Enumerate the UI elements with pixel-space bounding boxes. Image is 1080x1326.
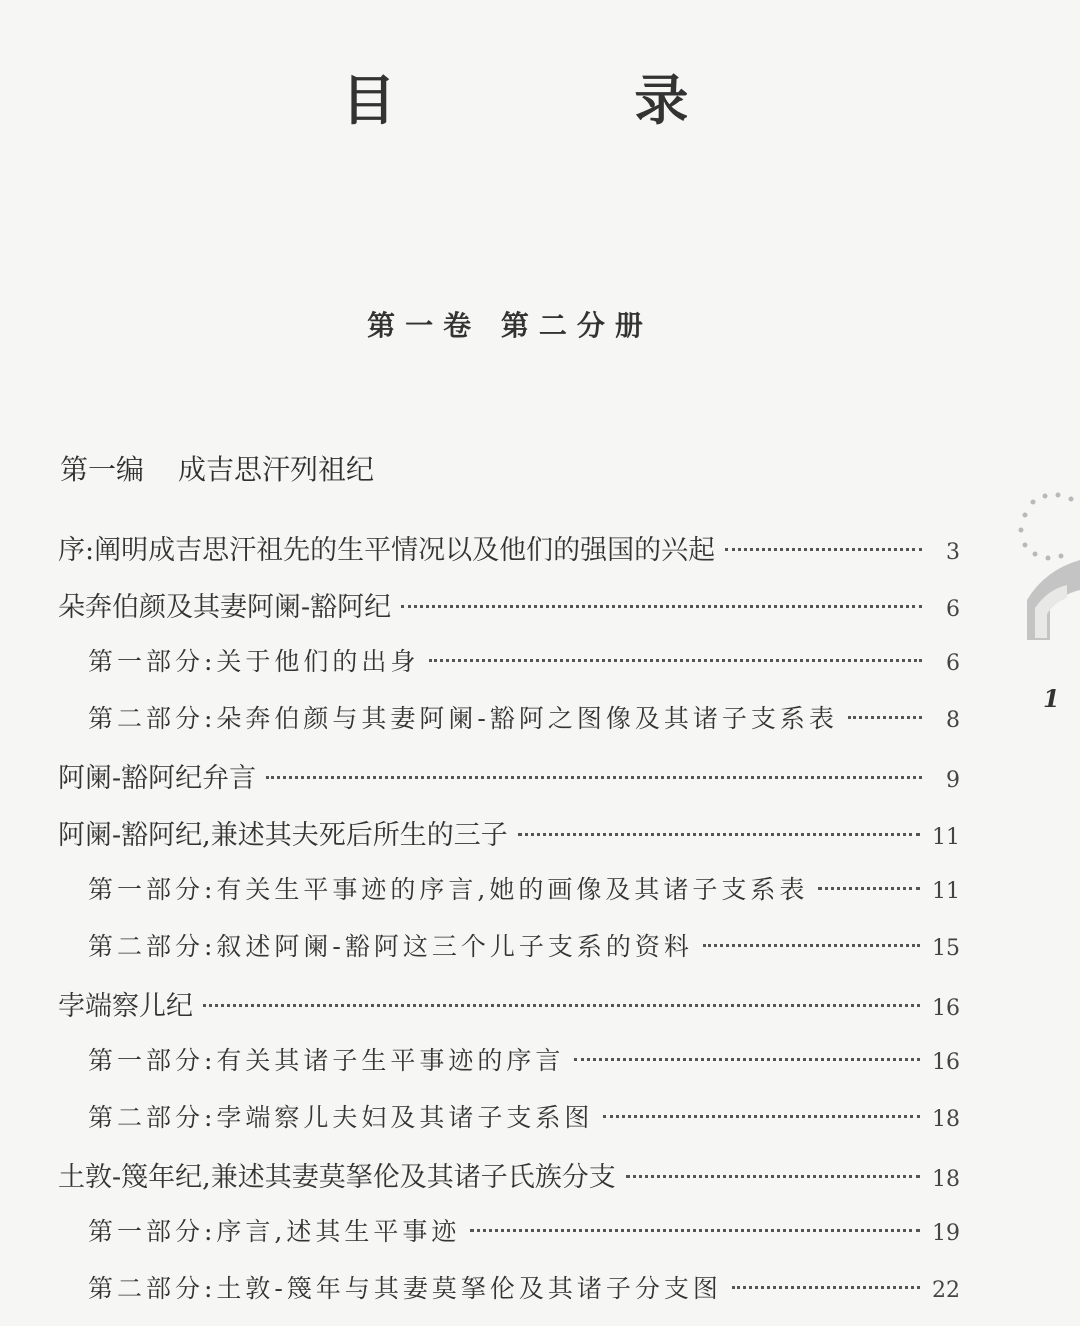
dot-leader [574,1058,920,1061]
toc-entry-title: 第二部分:叙述阿阑-豁阿这三个儿子支系的资料 [88,932,693,961]
dot-leader [703,944,920,947]
toc-entry [58,699,960,756]
toc-entry [58,1155,960,1212]
toc-entry-title: 第一部分:序言,述其生平事迹 [88,1217,461,1246]
dot-leader [401,605,922,608]
toc-entry-page: 8 [946,708,960,733]
toc-entry-page: 18 [932,1107,960,1132]
table-of-contents [58,528,960,1326]
toc-entry-page: 3 [946,540,960,565]
decorative-ornament-icon [1015,490,1080,650]
toc-entry-page: 6 [946,651,960,676]
toc-entry-page: 15 [932,936,960,961]
toc-entry-page: 11 [932,879,960,904]
toc-entry-title: 第二部分:土敦-篾年与其妻莫拏伦及其诸子分支图 [88,1274,722,1303]
part-heading [60,448,374,488]
dot-leader [429,659,922,662]
toc-entry [58,1269,960,1326]
toc-entry-title: 孛端察儿纪 [58,991,193,1022]
toc-entry-page: 18 [932,1167,960,1192]
toc-entry [58,927,960,984]
dot-leader [626,1175,920,1178]
toc-entry [58,528,960,585]
toc-entry-page: 22 [932,1278,960,1303]
toc-entry-title: 朵奔伯颜及其妻阿阑-豁阿纪 [58,592,392,623]
dot-leader [470,1229,920,1232]
dot-leader [848,716,922,719]
toc-entry-page: 9 [946,768,960,793]
dot-leader [266,776,922,779]
dot-leader [725,548,922,551]
toc-entry-page: 11 [932,825,960,850]
toc-entry [58,642,960,699]
toc-entry-page: 19 [932,1221,960,1246]
toc-entry [58,813,960,870]
toc-entry-title: 第一部分:有关其诸子生平事迹的序言 [88,1046,565,1075]
page-title: 目 录 [341,69,799,132]
toc-entry-title: 序:阐明成吉思汗祖先的生平情况以及他们的强国的兴起 [58,535,716,566]
toc-entry [58,1098,960,1155]
toc-entry [58,984,960,1041]
toc-entry [58,585,960,642]
toc-entry-title: 第一部分:关于他们的出身 [88,647,420,676]
part-name: 成吉思汗列祖纪 [178,453,375,486]
toc-entry-page: 6 [946,597,960,622]
toc-entry-title: 阿阑-豁阿纪弁言 [58,763,257,794]
dot-leader [203,1004,920,1007]
toc-entry-page: 16 [932,1050,960,1075]
toc-entry-title: 土敦-篾年纪,兼述其妻莫拏伦及其诸子氏族分支 [58,1162,616,1193]
toc-entry-title: 阿阑-豁阿纪,兼述其夫死后所生的三子 [58,820,508,851]
toc-entry [58,756,960,813]
dot-leader [518,833,920,836]
toc-entry-title: 第二部分:孛端察儿夫妇及其诸子支系图 [88,1103,594,1132]
dot-leader [818,887,920,890]
toc-entry-title: 第二部分:朵奔伯颜与其妻阿阑-豁阿之图像及其诸子支系表 [88,704,838,733]
side-folio: 1 [1043,684,1060,713]
toc-entry-title: 第一部分:有关生平事迹的序言,她的画像及其诸子支系表 [88,875,809,904]
dot-leader [603,1115,920,1118]
dot-leader [732,1286,920,1289]
part-label: 第一编 [60,453,145,486]
volume-title: 第一卷 第二分册 [367,309,653,342]
toc-entry [58,870,960,927]
toc-entry-page: 16 [932,996,960,1021]
toc-entry [58,1041,960,1098]
toc-entry [58,1212,960,1269]
